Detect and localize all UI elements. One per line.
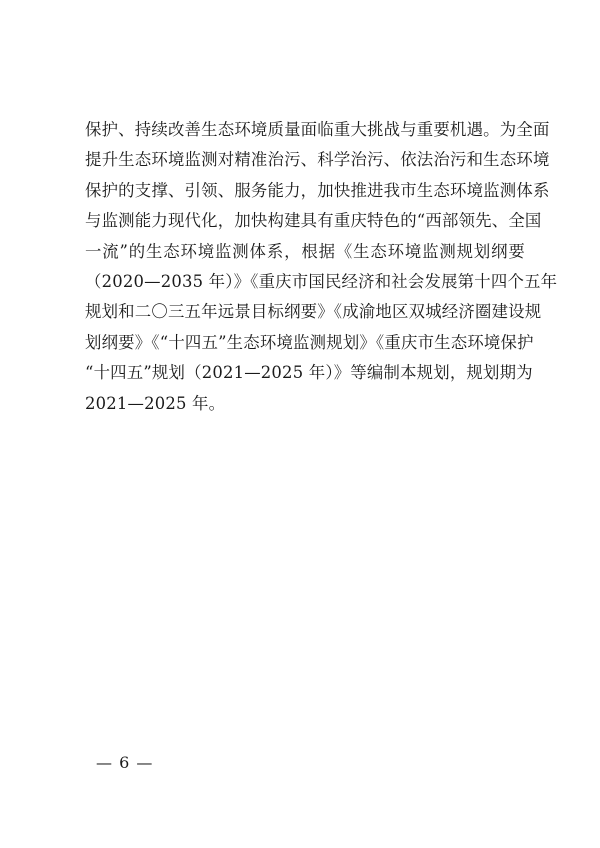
paragraph-line: 一流”的生态环境监测体系，根据《生态环境监测规划纲要 <box>85 241 525 261</box>
paragraph-line: “十四五”规划（2021—2025 年）》等编制本规划，规划期为 <box>85 363 533 383</box>
paragraph-line: 保护、持续改善生态环境质量面临重大挑战与重要机遇。为全面 <box>85 120 550 139</box>
paragraph-line: 规划和二〇三五年远景目标纲要》《成渝地区双城经济圈建设规 <box>85 302 542 322</box>
paragraph-line: 划纲要》《“十四五”生态环境监测规划》《重庆市生态环境保护 <box>85 332 534 352</box>
paragraph-line: 保护的支撑、引领、服务能力，加快推进我市生态环境监测体系 <box>85 180 550 200</box>
paragraph-line: （2020—2035 年）》《重庆市国民经济和社会发展第十四个五年 <box>85 271 558 291</box>
paragraph-line: 2021—2025 年。 <box>85 393 226 413</box>
paragraph-line: 与监测能力现代化，加快构建具有重庆特色的“西部领先、全国 <box>85 211 542 231</box>
page-number: — 6 — <box>96 753 154 772</box>
paragraph-line: 提升生态环境监测对精准治污、科学治污、依法治污和生态环境 <box>85 150 550 170</box>
body-paragraph <box>85 115 558 419</box>
